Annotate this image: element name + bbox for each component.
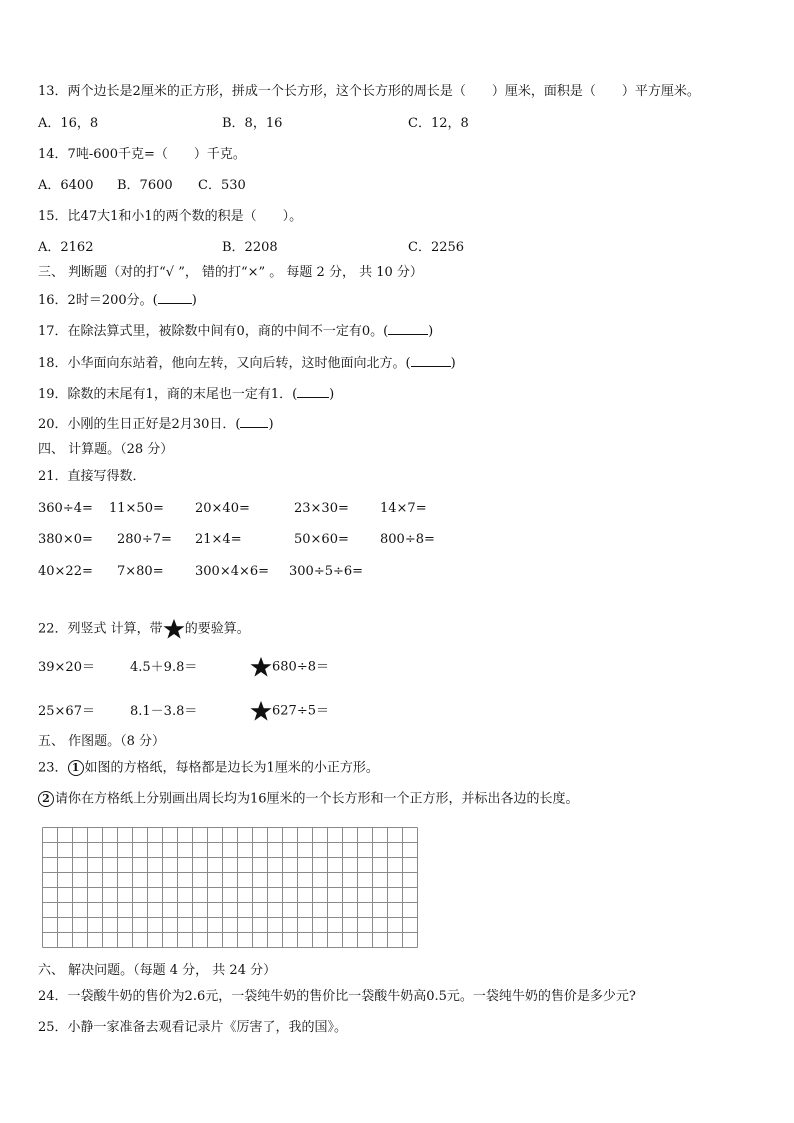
circled-1-icon: 1 [68, 760, 84, 776]
calc-item: 7×80= [117, 564, 164, 579]
judge-17-text: 17．在除法算式里，被除数中间有0，商的中间不一定有0。( [38, 324, 389, 339]
grid-paper-svg [42, 827, 418, 949]
vertical-calc-text: 627÷5＝ [272, 703, 329, 719]
judge-item-17 [38, 323, 433, 340]
vertical-calc-starred [250, 656, 329, 678]
judge-item-18 [38, 355, 456, 372]
judge-20-text: 20．小刚的生日正好是2月30日．( [38, 417, 241, 432]
q23-text1: 如图的方格纸，每格都是边长为1厘米的小正方形。 [84, 760, 379, 776]
calc-item: 11×50= [109, 501, 164, 516]
q15-option-b[interactable]: B．2208 [222, 240, 278, 255]
q22-stem [38, 618, 250, 640]
q15-stem: 15．比47大1和小1的两个数的积是（ ）。 [38, 209, 303, 224]
vertical-calc-item: 4.5＋9.8＝ [130, 660, 198, 675]
star-icon [250, 656, 272, 678]
judge-16-end: ) [191, 293, 197, 308]
judge-20-end: ) [268, 417, 274, 432]
q23-line2 [38, 791, 579, 808]
q23-num: 23． [38, 760, 68, 776]
section-5-title: 五、 作图题。（8 分） [38, 734, 166, 749]
calc-item: 300×4×6= [195, 564, 270, 579]
calc-item: 50×60= [294, 532, 349, 547]
star-icon [250, 700, 272, 722]
calc-item: 280÷7= [117, 532, 172, 547]
judge-20-blank[interactable] [240, 416, 268, 428]
q13-option-a[interactable]: A．16，8 [38, 116, 99, 131]
q21-stem: 21．直接写得数． [38, 469, 146, 484]
vertical-calc-item: 8.1－3.8＝ [130, 704, 198, 719]
judge-16-blank[interactable] [158, 292, 192, 304]
vertical-calc-text: 680÷8＝ [272, 659, 329, 675]
q13-option-c[interactable]: C．12，8 [408, 116, 469, 131]
q25-stem: 25．小静一家准备去观看记录片《厉害了，我的国》。 [38, 1020, 348, 1035]
q14-stem: 14．7吨-600千克=（ ）千克。 [38, 147, 246, 162]
section-3-title: 三、 判断题（对的打“√ ”， 错的打“×” 。 每题 2 分， 共 10 分） [38, 265, 423, 280]
q15-option-c[interactable]: C．2256 [408, 240, 465, 255]
vertical-calc-starred [250, 700, 329, 722]
judge-19-text: 19．除数的末尾有1，商的末尾也一定有1．( [38, 387, 298, 402]
judge-17-end: ) [428, 324, 434, 339]
q23-text2: 请你在方格纸上分别画出周长均为16厘米的一个长方形和一个正方形，并标出各边的长度。 [55, 791, 579, 807]
q13-stem: 13．两个边长是2厘米的正方形，拼成一个长方形，这个长方形的周长是（ ）厘米，面积是（ ）平方厘米。 [38, 84, 700, 99]
q15-option-a[interactable]: A．2162 [38, 240, 94, 255]
judge-16-text: 16．2时＝200分。( [38, 293, 158, 308]
judge-18-end: ) [450, 356, 456, 371]
q23-line1 [38, 760, 379, 777]
judge-item-20 [38, 416, 274, 433]
vertical-calc-item: 39×20＝ [38, 660, 95, 675]
calc-item: 14×7= [380, 501, 427, 516]
star-icon [163, 618, 185, 640]
calc-item: 360÷4= [38, 501, 93, 516]
q22-stem-a: 22．列竖式 计算，带 [38, 621, 163, 637]
calc-item: 380×0= [38, 532, 93, 547]
section-4-title: 四、 计算题。（28 分） [38, 442, 174, 457]
judge-item-16 [38, 292, 197, 309]
q14-option-c[interactable]: C．530 [198, 178, 246, 193]
judge-17-blank[interactable] [388, 323, 428, 335]
q13-option-b[interactable]: B．8，16 [222, 116, 283, 131]
calc-item: 40×22= [38, 564, 93, 579]
calc-item: 300÷5÷6= [289, 564, 364, 579]
calc-item: 800÷8= [380, 532, 435, 547]
circled-2-icon: 2 [38, 791, 54, 807]
vertical-calc-item: 25×67＝ [38, 704, 95, 719]
judge-19-end: ) [329, 387, 335, 402]
judge-19-blank[interactable] [297, 386, 329, 398]
q24-stem: 24．一袋酸牛奶的售价为2.6元，一袋纯牛奶的售价比一袋酸牛奶高0.5元。一袋纯牛奶的售价是多少元? [38, 989, 636, 1004]
grid-paper[interactable] [42, 827, 418, 953]
judge-18-blank[interactable] [411, 355, 451, 367]
calc-item: 20×40= [195, 501, 250, 516]
section-6-title: 六、 解决问题。（每题 4 分， 共 24 分） [38, 963, 277, 978]
calc-item: 23×30= [294, 501, 349, 516]
judge-18-text: 18．小华面向东站着，他向左转，又向后转，这时他面向北方。( [38, 356, 411, 371]
q22-stem-b: 的要验算。 [184, 621, 250, 637]
q14-option-b[interactable]: B．7600 [117, 178, 173, 193]
judge-item-19 [38, 386, 334, 403]
q14-option-a[interactable]: A．6400 [38, 178, 94, 193]
calc-item: 21×4= [195, 532, 242, 547]
